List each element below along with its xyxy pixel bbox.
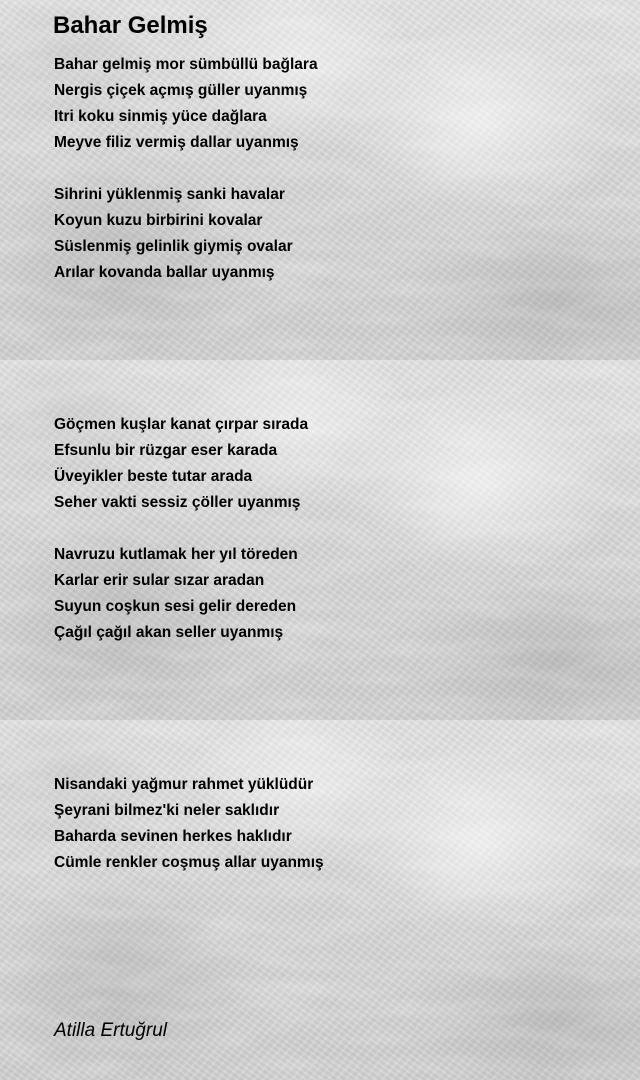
poem-line: Seher vakti sessiz çöller uyanmış (54, 494, 301, 511)
stanza-3 (54, 412, 308, 516)
poem-line: Navruzu kutlamak her yıl töreden (54, 546, 298, 563)
poem-line: Şeyrani bilmez'ki neler saklıdır (54, 802, 280, 819)
poem-title: Bahar Gelmiş (53, 12, 208, 39)
stanza-4 (54, 542, 298, 646)
poem-line: Nisandaki yağmur rahmet yüklüdür (54, 776, 314, 793)
stanza-2 (54, 182, 293, 286)
poem-panel-1 (0, 0, 640, 360)
poem-line: Itri koku sinmiş yüce dağlara (54, 108, 267, 125)
poem-line: Çağıl çağıl akan seller uyanmış (54, 624, 284, 641)
poem-line: Sihrini yüklenmiş sanki havalar (54, 186, 285, 203)
stanza-5 (54, 772, 324, 876)
poem-author: Atilla Ertuğrul (54, 1020, 167, 1041)
poem-panel-3 (0, 720, 640, 1080)
poem-line: Bahar gelmiş mor sümbüllü bağlara (54, 56, 318, 73)
poem-line: Suyun coşkun sesi gelir dereden (54, 598, 297, 615)
poem-line: Meyve filiz vermiş dallar uyanmış (54, 134, 299, 151)
poem-panel-2 (0, 360, 640, 720)
poem-line: Karlar erir sular sızar aradan (54, 572, 265, 589)
poem-line: Göçmen kuşlar kanat çırpar sırada (54, 416, 309, 433)
poem-line: Koyun kuzu birbirini kovalar (54, 212, 263, 229)
poem-line: Baharda sevinen herkes haklıdır (54, 828, 292, 845)
poem-line: Cümle renkler coşmuş allar uyanmış (54, 854, 324, 871)
poem-line: Nergis çiçek açmış güller uyanmış (54, 82, 308, 99)
poem-line: Süslenmiş gelinlik giymiş ovalar (54, 238, 293, 255)
poem-line: Efsunlu bir rüzgar eser karada (54, 442, 278, 459)
stanza-1 (54, 52, 318, 156)
poem-line: Üveyikler beste tutar arada (54, 468, 253, 485)
poem-line: Arılar kovanda ballar uyanmış (54, 264, 275, 281)
